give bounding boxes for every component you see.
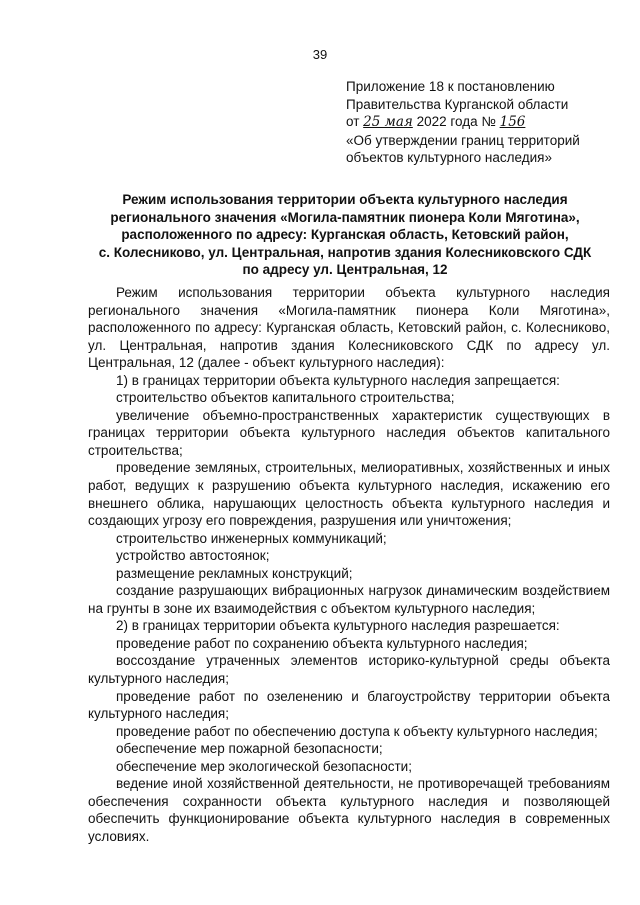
appendix-date-year: 2022 года №: [416, 114, 496, 129]
document-title: [80, 191, 610, 279]
appendix-handwritten-date: 25 мая: [363, 114, 413, 130]
permitted-heading: 2) в границах территории объекта культурного наследия разрешается:: [116, 618, 560, 634]
prohibited-heading: 1) в границах территории объекта культурного наследия запрещается:: [116, 372, 560, 388]
page-number: 39: [312, 47, 328, 62]
list-item: устройство автостоянок;: [116, 548, 270, 564]
list-item: строительство объектов капитального строительства;: [116, 390, 455, 406]
title-line-2: регионального значения «Могила-памятник пионера Коли Мяготина»,: [110, 209, 580, 225]
title-line-4: с. Колесниково, ул. Центральная, напротив здания Колесниковского СДК: [98, 244, 592, 260]
list-item: ведение иной хозяйственной деятельности, не противоречащей требованиям обеспечения сохранности объекта культурного наследия и позволяющей обеспечить функционирование объекта культурного наследия в современных условиях.: [88, 776, 610, 844]
list-item: размещение рекламных конструкций;: [116, 565, 353, 581]
list-item: создание разрушающих вибрационных нагрузок динамическим воздействием на грунты в зоне их взаимодействия с объектом культурного наследия;: [88, 583, 610, 616]
appendix-line-4: «Об утверждении границ территорий: [346, 132, 580, 148]
appendix-date-line: [346, 113, 626, 132]
list-item: воссоздание утраченных элементов историко-культурной среды объекта культурного наследия;: [88, 653, 610, 687]
appendix-date-prefix: от: [346, 114, 360, 129]
appendix-line-1: Приложение 18 к постановлению: [346, 79, 555, 94]
list-item: строительство инженерных коммуникаций;: [116, 530, 387, 546]
title-line-3: расположенного по адресу: Курганская область, Кетовский район,: [121, 227, 569, 243]
list-item: обеспечение мер пожарной безопасности;: [116, 741, 383, 757]
appendix-header: [346, 78, 626, 167]
title-line-1: Режим использования территории объекта культурного наследия: [122, 192, 568, 207]
list-item: увеличение объемно-пространственных характеристик существующих в границах территории объекта культурного наследия объектов капитального строительства;: [88, 407, 610, 458]
list-item: проведение земляных, строительных, мелиоративных, хозяйственных и иных работ, ведущих к разрушению объекта культурного наследия, искажению его внешнего облика, нарушающих целостность объекта культурного наследия и создающих угрозу его повреждения, разрушения или уничтожения;: [88, 460, 610, 529]
list-item: проведение работ по сохранению объекта культурного наследия;: [116, 635, 528, 651]
list-item: проведение работ по озеленению и благоустройству территории объекта культурного наследия;: [88, 688, 610, 722]
appendix-line-5: объектов культурного наследия»: [346, 150, 552, 165]
intro-paragraph: Режим использования территории объекта культурного наследия регионального значения «Могила-памятник пионера Коли Мяготина», расположенного по адресу: Курганская область, Кетовский район, с. Колесниково, ул. Центральная, напротив здания Колесниковского СДК по адресу ул. Центральная, 12 (далее - объект культурного наследия):: [88, 285, 610, 371]
list-item: обеспечение мер экологической безопасности;: [116, 758, 412, 774]
appendix-handwritten-number: 156: [499, 114, 526, 130]
document-body: [88, 284, 610, 846]
appendix-line-2: Правительства Курганской области: [346, 96, 569, 112]
title-line-5: по адресу ул. Центральная, 12: [242, 262, 448, 278]
list-item: проведение работ по обеспечению доступа к объекту культурного наследия;: [116, 723, 598, 739]
